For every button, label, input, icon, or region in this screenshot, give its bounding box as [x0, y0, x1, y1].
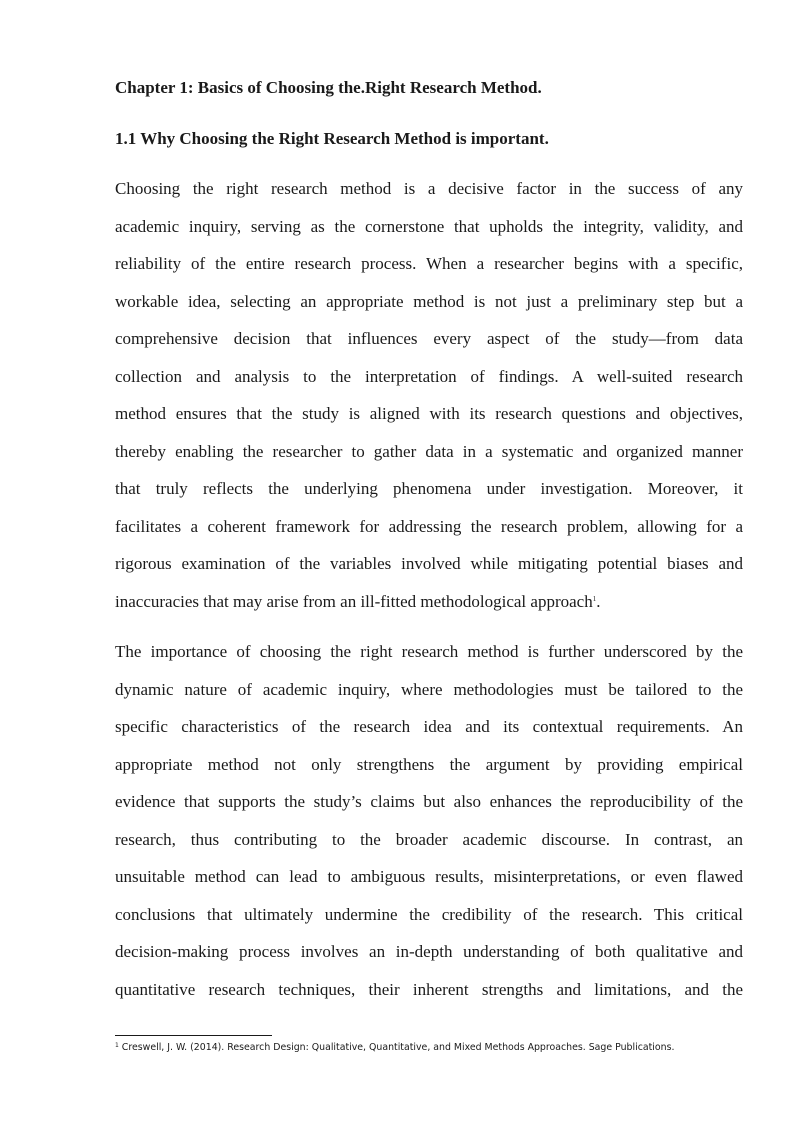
- paragraph-line: collection and analysis to the interpretation of findings. A well-suited research: [115, 366, 743, 386]
- paragraph-line: facilitates a coherent framework for addressing the research problem, allowing for a: [115, 516, 743, 536]
- paragraph-line: appropriate method not only strengthens the argument by providing empirical: [115, 754, 743, 774]
- paragraph-line: thereby enabling the researcher to gather data in a systematic and organized manner: [115, 441, 743, 461]
- footnote-separator: [115, 1035, 272, 1036]
- body-paragraph-2: [115, 633, 743, 1008]
- paragraph-line: dynamic nature of academic inquiry, where methodologies must be tailored to the: [115, 679, 743, 699]
- paragraph-line: rigorous examination of the variables involved while mitigating potential biases and: [115, 554, 743, 573]
- paragraph-line: comprehensive decision that influences every aspect of the study—from data: [115, 329, 743, 348]
- paragraph-line: workable idea, selecting an appropriate method is not just a preliminary step but a: [115, 291, 743, 311]
- paragraph-line: evidence that supports the study’s claims but also enhances the reproducibility of the: [115, 792, 743, 811]
- paragraph-last-line: [115, 583, 743, 621]
- footnote: [115, 1041, 674, 1055]
- paragraph-line: research, thus contributing to the broader academic discourse. In contrast, an: [115, 829, 743, 849]
- paragraph-line: unsuitable method can lead to ambiguous results, misinterpretations, or even flawed: [115, 867, 743, 886]
- paragraph-line: reliability of the entire research process. When a researcher begins with a specific,: [115, 254, 743, 273]
- footnote-marker: 1: [115, 1042, 119, 1049]
- footnote-text: Creswell, J. W. (2014). Research Design: Qualitative, Quantitative, and Mixed Methods Approaches. Sage Publications.: [118, 1042, 675, 1053]
- paragraph-line: quantitative research techniques, their inherent strengths and limitations, and the: [115, 979, 743, 999]
- document-page: [115, 0, 743, 1131]
- body-paragraph-1: [115, 170, 743, 620]
- paragraph-line: conclusions that ultimately undermine the credibility of the research. This critical: [115, 904, 743, 924]
- paragraph-line: decision-making process involves an in-depth understanding of both qualitative and: [115, 942, 743, 961]
- section-title: 1.1 Why Choosing the Right Research Method is important.: [115, 129, 549, 148]
- paragraph-line: specific characteristics of the research idea and its contextual requirements. An: [115, 717, 743, 736]
- paragraph-line-text: inaccuracies that may arise from an ill-fitted methodological approach: [115, 591, 593, 611]
- paragraph-line: that truly reflects the underlying phenomena under investigation. Moreover, it: [115, 479, 743, 498]
- chapter-title: Chapter 1: Basics of Choosing the.Right Research Method.: [115, 78, 542, 97]
- sentence-period: .: [596, 591, 601, 611]
- paragraph-line: Choosing the right research method is a decisive factor in the success of any: [115, 179, 743, 198]
- paragraph-line: academic inquiry, serving as the cornerstone that upholds the integrity, validity, and: [115, 216, 743, 236]
- footnote-reference[interactable]: 1: [592, 594, 597, 603]
- paragraph-line: The importance of choosing the right research method is further underscored by the: [115, 642, 743, 661]
- paragraph-line: method ensures that the study is aligned with its research questions and objectives,: [115, 404, 743, 423]
